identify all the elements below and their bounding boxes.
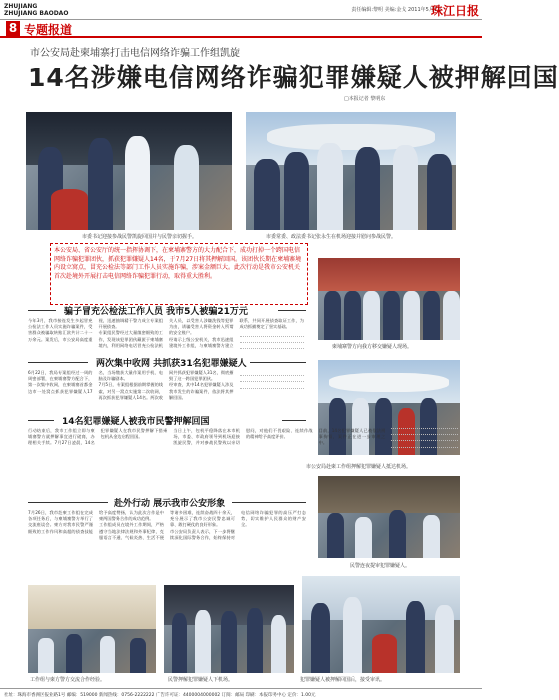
- photo-handshake: [26, 112, 232, 230]
- airplane-icon: [329, 373, 448, 392]
- masthead-bar: [0, 0, 482, 20]
- caption-photo6: 工作组与柬方警方交流合作经验。: [30, 677, 106, 683]
- intro-text: 本公安局、省公安厅的统一指挥协调下，在柬埔寨警方的大力配合下，成功打掉一个跨国电信网络诈骗犯罪团伙，抓获犯罪嫌疑人14名，于7月27日将其押解回国。该团伙长期在柬埔寨境内设立窝点，冒充公检法等部门工作人员实施诈骗，涉案金额巨大。此次行动是我市公安机关首次赴境外开展打击电信网络诈骗犯罪行动，取得重大胜利。: [54, 247, 302, 280]
- kicker-escort: 14名犯罪嫌疑人被我市民警押解回国: [62, 417, 210, 427]
- intro-box: [50, 243, 308, 305]
- footer-imprint: 社址：珠海市香洲区报业路1号 邮编：519000 新闻热线：0756-2222222 广告许可证：4400004000002 订阅：邮局 印刷：本报印务中心 定价：1.00元: [0, 688, 482, 700]
- kicker-arrests: 两次集中收网 共抓获31名犯罪嫌疑人: [96, 359, 247, 369]
- byline: □本报记者 黎明东: [344, 96, 386, 102]
- article-block-4: 7月26日，我市赴柬工作组在完成各项任务后，与柬埔寨警方举行了交流座谈会。柬方对我市民警严谨细致的工作作风和高超的侦查技能给予高度赞扬，认为此次合作是中柬两国警务合作的成功范例。 工作组成员在境外工作期间，严格遵守当地法律法规和外事纪律，克服语言不通、气候炎热、生活不便等诸多困难，连续奋战四十余天，充分展示了我市公安民警忠诚可靠、敢打硬仗的良好形象。 市公安局负责人表示，下一步将继续深化国际警务合作，始终保持对电信网络诈骗犯罪的高压严打态势，切实维护人民群众的财产安全。: [28, 510, 306, 540]
- photo-interrogation: [318, 476, 460, 558]
- editor-info: 责任编辑:黎明 美编:金戈 2011年5月1日: [351, 7, 442, 13]
- article-block-3: 行动结束后，我市工作组立即与柬埔寨警方就押解事宜进行磋商，办理相关手续。7月27日凌晨，14名犯罪嫌疑人在我市民警押解下搭乘包机从金边启程回国。 当日上午，包机平稳降落在本市机场，市委、市政府领导到机场迎接凯旋民警，并对参战民警致以亲切慰问，对他们不畏艰险、连续作战的精神给予高度评价。 目前，14名犯罪嫌疑人已被依法刑事拘留，案件正在进一步审理之中。: [28, 428, 458, 484]
- caption-photo4: 市公安局赴柬工作组押解犯罪嫌疑人抵达机场。: [306, 464, 412, 470]
- article-block-1: 今年3月，我市接连发生多起冒充公检法工作人员实施诈骗案件，受害群众被骗取转账汇款共计二十一万余元。案发后，市公安局高度重视，迅速抽调精干警力成立专案组开展侦查。 专案组民警经过大量缜密细致的工作，发现该犯罪团伙藏匿于柬埔寨境内，利用网络电话冒充公检法机关人员，以受害人涉嫌洗钱等犯罪为由，诱骗受害人将资金转入所谓的安全账户。 经请示上级公安机关，我市迅速组建境外工作组，与柬埔寨警方建立联系，共同开展侦查取证工作，为成功抓捕奠定了坚实基础。: [28, 318, 304, 348]
- caption-photo8: 犯罪嫌疑人被押解回国后，接受审讯。: [300, 677, 386, 683]
- page-number: 8: [6, 21, 20, 36]
- caption-photo1: 市委书记迎接参战民警凯旋回国并与民警亲切握手。: [82, 234, 198, 240]
- caption-photo5: 民警连夜提审犯罪嫌疑人。: [350, 563, 411, 569]
- subheadline: 市公安局赴柬埔寨打击电信网络诈骗工作组凯旋: [30, 48, 240, 59]
- photo-meeting: [28, 585, 156, 673]
- photo-escort-plane: [164, 585, 294, 673]
- caption-photo3: 柬埔寨警方向我方移交嫌疑人现场。: [332, 344, 413, 350]
- section-header: [0, 20, 482, 38]
- kicker-fraud: 骗子冒充公检法工作人员 我市5人被骗21万元: [64, 307, 248, 317]
- kicker-image: 赴外行动 展示我市公安形象: [114, 499, 226, 509]
- photo-custody: [302, 576, 460, 673]
- newspaper-logo: 珠江日报: [430, 4, 479, 18]
- caption-photo7: 民警押解犯罪嫌疑人下机场。: [168, 677, 234, 683]
- headline: 14名涉嫌电信网络诈骗犯罪嫌疑人被押解回国: [28, 63, 559, 92]
- section-name: 专题报道: [24, 23, 73, 37]
- article-block-2: 6月22日，我局专案组经过一周的周密部署，在柬埔寨警方配合下，第一次集中收网，在柬埔寨首都金边市一处窝点抓获犯罪嫌疑人17名，当场缴获大量作案用手机、电脑及诈骗剧本。 7月5日，专案组根据前期掌握的线索，对另一窝点实施第二次收网，再次抓获犯罪嫌疑人14名。两次收网共抓获犯罪嫌疑人31名，彻底摧毁了这一跨国犯罪团伙。 经审查，其中14名犯罪嫌疑人涉及我市发生的诈骗案件，依法将其押解回国。: [28, 370, 304, 410]
- photo-airport-welcome: [246, 112, 456, 230]
- photo-handover: [318, 258, 460, 340]
- edition-label: ZHUJIANG ZHUJIANG BAODAO: [4, 3, 69, 17]
- caption-photo2: 市委常委、政法委书记张永生在机场迎接并慰问参战民警。: [266, 234, 397, 240]
